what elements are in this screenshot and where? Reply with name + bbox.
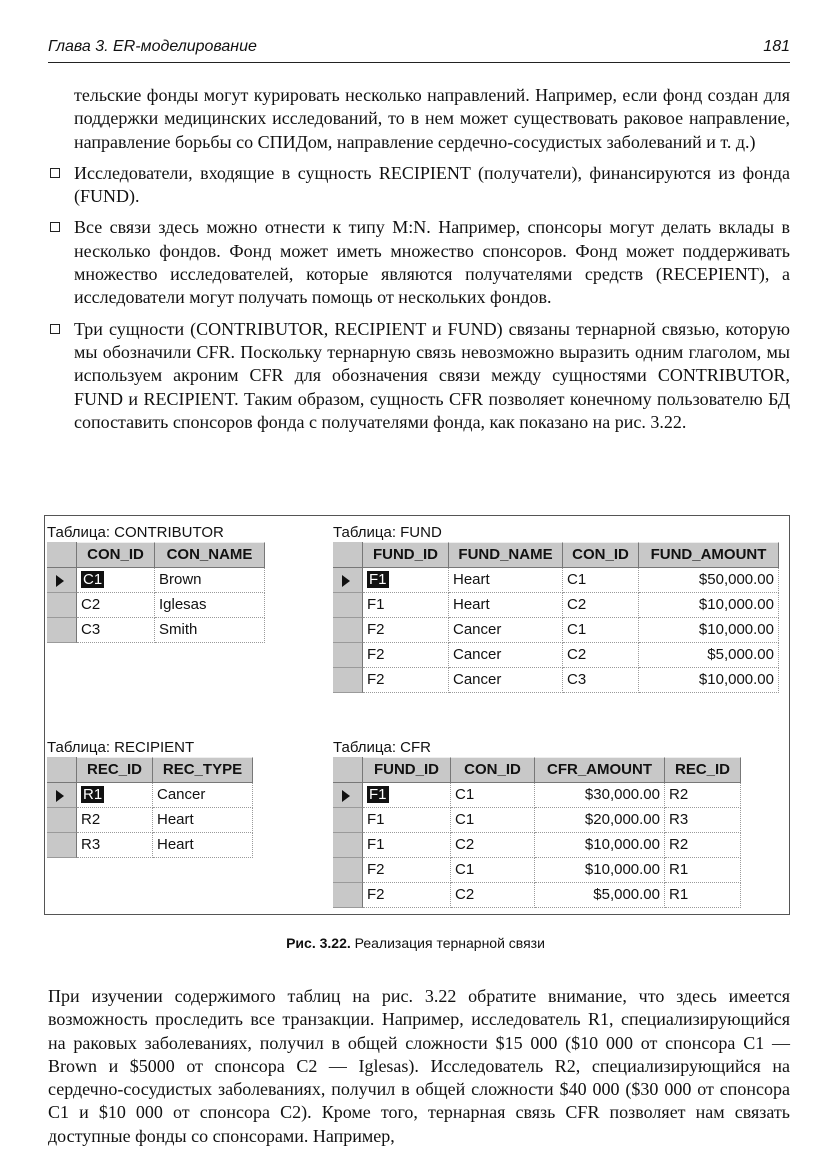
table-caption: Таблица: CONTRIBUTOR xyxy=(47,524,224,541)
column-header: REC_ID xyxy=(665,757,741,783)
table-row xyxy=(333,808,741,833)
column-header: FUND_NAME xyxy=(449,542,563,568)
table-row xyxy=(47,808,253,833)
continued-paragraph: тельские фонды могут курировать несколько направлений. Например, если фонд создан для поддержки медицинских исследований, то в нем может существовать раковое направление, направление борьбы со СПИДом, направление сердечно-сосудистых заболеваний и т. д.) xyxy=(74,85,790,152)
table-cell: Iglesas xyxy=(155,593,265,618)
header-row xyxy=(47,757,253,783)
column-header: CON_ID xyxy=(451,757,535,783)
figure-tables xyxy=(44,515,790,915)
table-cell: F1 xyxy=(363,833,451,858)
table-cfr xyxy=(333,739,741,908)
page-number: 181 xyxy=(763,38,790,55)
table-fund xyxy=(333,524,779,693)
table-cell: Cancer xyxy=(449,668,563,693)
record-selector xyxy=(333,668,363,693)
checkbox-bullet-icon xyxy=(50,168,60,178)
bottom-text-block xyxy=(48,985,790,1148)
table-contributor xyxy=(47,524,265,643)
table-cell: F1 xyxy=(363,808,451,833)
table-row xyxy=(333,668,779,693)
table-caption: Таблица: RECIPIENT xyxy=(47,739,195,756)
table-cell: R1 xyxy=(665,858,741,883)
table-cell: C1 xyxy=(451,783,535,808)
checkbox-bullet-icon xyxy=(50,324,60,334)
figure-caption-text: Реализация тернарной связи xyxy=(354,935,545,951)
table-cell: Cancer xyxy=(449,618,563,643)
table-cell: C1 xyxy=(451,808,535,833)
table-row xyxy=(333,568,779,593)
column-header: CON_ID xyxy=(77,542,155,568)
datasheet-grid xyxy=(47,757,253,858)
datasheet-grid xyxy=(333,542,779,693)
header-row xyxy=(333,757,741,783)
table-cell: $10,000.00 xyxy=(535,858,665,883)
running-header xyxy=(48,36,790,63)
table-cell: Heart xyxy=(153,808,253,833)
table-caption: Таблица: CFR xyxy=(333,739,431,756)
table-cell: $5,000.00 xyxy=(639,643,779,668)
table-cell: F2 xyxy=(363,618,449,643)
column-header: CFR_AMOUNT xyxy=(535,757,665,783)
record-selector xyxy=(47,568,77,593)
table-cell xyxy=(77,568,155,593)
select-all-corner xyxy=(47,542,77,568)
table-row xyxy=(47,833,253,858)
record-selector xyxy=(333,593,363,618)
table-cell xyxy=(77,783,153,808)
table-cell: R3 xyxy=(665,808,741,833)
table-cell: C2 xyxy=(451,883,535,908)
selected-cell-value: C1 xyxy=(83,571,103,588)
column-header: REC_TYPE xyxy=(153,757,253,783)
bullet-text: Все связи здесь можно отнести к типу M:N. Например, спонсоры могут делать вклады в несколько фондов. Фонд может иметь множество спонсоров. Фонд может поддерживать множество исследователей, которые являются получателями средств (RECEPIENT), а исследователи могут получать помощь от нескольких фондов. xyxy=(74,217,790,308)
select-all-corner xyxy=(333,757,363,783)
selected-cell-value: F1 xyxy=(369,786,387,803)
record-selector xyxy=(47,783,77,808)
bullet-item xyxy=(48,318,790,434)
record-selector xyxy=(333,568,363,593)
column-header: FUND_ID xyxy=(363,542,449,568)
column-header: CON_ID xyxy=(563,542,639,568)
body-paragraph: При изучении содержимого таблиц на рис. 3.22 обратите внимание, что здесь имеется возможность проследить все транзакции. Например, исследователь R1, специализирующийся на раковых заболеваниях, получил в общей сложности $15 000 ($10 000 от спонсора C1 — Brown и $5000 от спонсора C2 — Iglesas). Исследователь R2, специализирующийся на сердечно-сосудистых заболеваниях, получил в общей сложности $40 000 ($30 000 от спонсора C1 и $10 000 от спонсора C2). Кроме того, тернарная связь CFR позволяет нам связать доступные фонды со спонсорами. Например, xyxy=(48,986,790,1146)
record-selector xyxy=(47,808,77,833)
table-row xyxy=(333,883,741,908)
figure-caption-label: Рис. 3.22. xyxy=(286,935,351,951)
record-selector xyxy=(333,858,363,883)
table-cell: C1 xyxy=(563,568,639,593)
table-row xyxy=(333,833,741,858)
record-selector xyxy=(47,833,77,858)
current-record-arrow-icon xyxy=(56,575,64,587)
column-header: FUND_ID xyxy=(363,757,451,783)
record-selector xyxy=(47,618,77,643)
table-row xyxy=(333,783,741,808)
table-cell: $5,000.00 xyxy=(535,883,665,908)
table-cell: Heart xyxy=(449,593,563,618)
column-header: CON_NAME xyxy=(155,542,265,568)
table-recipient xyxy=(47,739,253,858)
table-row xyxy=(47,593,265,618)
table-cell: C1 xyxy=(563,618,639,643)
record-selector xyxy=(333,883,363,908)
record-selector xyxy=(333,618,363,643)
table-cell: $10,000.00 xyxy=(639,618,779,643)
table-cell: R2 xyxy=(665,833,741,858)
table-row xyxy=(333,858,741,883)
table-cell: $10,000.00 xyxy=(535,833,665,858)
table-cell: C3 xyxy=(77,618,155,643)
table-row xyxy=(47,783,253,808)
table-cell: C2 xyxy=(563,643,639,668)
table-cell: Cancer xyxy=(449,643,563,668)
bullet-text: Три сущности (CONTRIBUTOR, RECIPIENT и FUND) связаны тернарной связью, которую мы обозначили CFR. Поскольку тернарную связь невозможно выразить одним глаголом, мы используем акроним CFR для обозначения связи между сущностями CONTRIBUTOR, FUND и RECIPIENT. Таким образом, сущность CFR позволяет конечному пользователю БД сопоставить спонсоров фонда с получателями фонда, как показано на рис. 3.22. xyxy=(74,318,790,432)
record-selector xyxy=(47,593,77,618)
selected-cell-value: F1 xyxy=(369,571,387,588)
table-cell: $10,000.00 xyxy=(639,593,779,618)
current-record-arrow-icon xyxy=(56,790,64,802)
bullet-text: Исследователи, входящие в сущность RECIPIENT (получатели), финансируются из фонда (FUND). xyxy=(74,162,790,207)
table-cell: C2 xyxy=(451,833,535,858)
table-row xyxy=(333,618,779,643)
select-all-corner xyxy=(333,542,363,568)
table-cell: R2 xyxy=(665,783,741,808)
table-cell: $50,000.00 xyxy=(639,568,779,593)
bullet-item xyxy=(48,216,790,309)
record-selector xyxy=(333,783,363,808)
header-row xyxy=(333,542,779,568)
table-row xyxy=(47,568,265,593)
header-row xyxy=(47,542,265,568)
table-row xyxy=(333,643,779,668)
current-record-arrow-icon xyxy=(342,575,350,587)
select-all-corner xyxy=(47,757,77,783)
table-cell xyxy=(363,783,451,808)
column-header: FUND_AMOUNT xyxy=(639,542,779,568)
table-caption: Таблица: FUND xyxy=(333,524,442,541)
figure-caption xyxy=(0,935,831,951)
table-cell: R2 xyxy=(77,808,153,833)
table-cell: Cancer xyxy=(153,783,253,808)
record-selector xyxy=(333,643,363,668)
table-cell: F2 xyxy=(363,883,451,908)
selected-cell-value: R1 xyxy=(83,786,103,803)
datasheet-grid xyxy=(333,757,741,908)
checkbox-bullet-icon xyxy=(50,222,60,232)
table-cell: $20,000.00 xyxy=(535,808,665,833)
table-cell: Heart xyxy=(153,833,253,858)
table-cell: $10,000.00 xyxy=(639,668,779,693)
table-cell xyxy=(363,568,449,593)
table-row xyxy=(333,593,779,618)
table-cell: $30,000.00 xyxy=(535,783,665,808)
table-cell: F2 xyxy=(363,643,449,668)
table-cell: Smith xyxy=(155,618,265,643)
table-cell: C3 xyxy=(563,668,639,693)
table-cell: Brown xyxy=(155,568,265,593)
top-text-block xyxy=(48,84,790,434)
table-cell: C1 xyxy=(451,858,535,883)
table-cell: Heart xyxy=(449,568,563,593)
table-cell: R3 xyxy=(77,833,153,858)
table-cell: F2 xyxy=(363,858,451,883)
table-cell: F2 xyxy=(363,668,449,693)
table-cell: R1 xyxy=(665,883,741,908)
chapter-title: Глава 3. ER-моделирование xyxy=(48,38,257,55)
table-cell: F1 xyxy=(363,593,449,618)
table-cell: C2 xyxy=(77,593,155,618)
record-selector xyxy=(333,808,363,833)
current-record-arrow-icon xyxy=(342,790,350,802)
table-row xyxy=(47,618,265,643)
column-header: REC_ID xyxy=(77,757,153,783)
record-selector xyxy=(333,833,363,858)
datasheet-grid xyxy=(47,542,265,643)
table-cell: C2 xyxy=(563,593,639,618)
bullet-item xyxy=(48,162,790,209)
